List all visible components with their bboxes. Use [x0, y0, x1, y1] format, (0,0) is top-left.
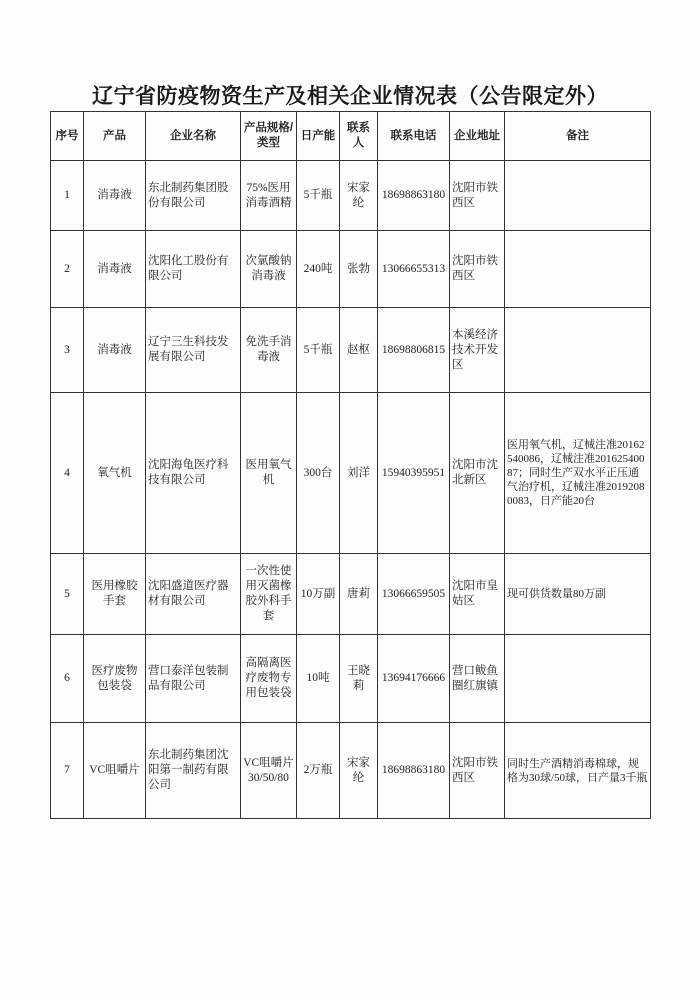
cell-contact: 唐莉: [340, 554, 378, 635]
cell-remark: [505, 635, 651, 723]
cell-company: 辽宁三生科技发展有限公司: [146, 308, 241, 393]
cell-no: 4: [51, 393, 84, 554]
cell-product: 医用橡胶手套: [84, 554, 146, 635]
cell-spec: 一次性使用灭菌橡胶外科手套: [241, 554, 297, 635]
cell-company: 营口泰洋包装制品有限公司: [146, 635, 241, 723]
cell-spec: 次氯酸钠消毒液: [241, 231, 297, 308]
cell-phone: 15940395951: [378, 393, 450, 554]
cell-remark: 同时生产酒精消毒棉球，规格为30球/50球，日产量3千瓶: [505, 723, 651, 819]
cell-address: 沈阳市铁西区: [450, 161, 505, 231]
cell-phone: 18698806815: [378, 308, 450, 393]
cell-no: 2: [51, 231, 84, 308]
cell-spec: 免洗手消毒液: [241, 308, 297, 393]
cell-remark: [505, 231, 651, 308]
cell-no: 1: [51, 161, 84, 231]
cell-phone: 18698863180: [378, 161, 450, 231]
header-spec: 产品规格/类型: [241, 112, 297, 161]
cell-no: 5: [51, 554, 84, 635]
cell-address: 沈阳市铁西区: [450, 231, 505, 308]
cell-spec: 医用氧气机: [241, 393, 297, 554]
cell-spec: VC咀嚼片30/50/80: [241, 723, 297, 819]
cell-contact: 张勃: [340, 231, 378, 308]
cell-product: VC咀嚼片: [84, 723, 146, 819]
cell-remark: [505, 161, 651, 231]
cell-phone: 13694176666: [378, 635, 450, 723]
enterprise-table: [50, 111, 651, 819]
header-no: 序号: [51, 112, 84, 161]
cell-no: 7: [51, 723, 84, 819]
cell-address: 本溪经济技术开发区: [450, 308, 505, 393]
cell-contact: 王晓莉: [340, 635, 378, 723]
table-header-row: [51, 112, 651, 161]
header-product: 产品: [84, 112, 146, 161]
cell-no: 6: [51, 635, 84, 723]
cell-product: 消毒液: [84, 231, 146, 308]
cell-contact: 赵枢: [340, 308, 378, 393]
cell-address: 营口鲅鱼圈红旗镇: [450, 635, 505, 723]
header-remark: 备注: [505, 112, 651, 161]
cell-phone: 18698863180: [378, 723, 450, 819]
cell-capacity: 10万副: [297, 554, 340, 635]
cell-address: 沈阳市沈北新区: [450, 393, 505, 554]
header-address: 企业地址: [450, 112, 505, 161]
cell-no: 3: [51, 308, 84, 393]
table-row: [51, 393, 651, 554]
cell-capacity: 5千瓶: [297, 161, 340, 231]
cell-product: 消毒液: [84, 161, 146, 231]
cell-capacity: 300台: [297, 393, 340, 554]
table-row: [51, 308, 651, 393]
cell-contact: 宋家纶: [340, 723, 378, 819]
table-row: [51, 231, 651, 308]
cell-company: 东北制药集团股份有限公司: [146, 161, 241, 231]
cell-capacity: 5千瓶: [297, 308, 340, 393]
cell-company: 沈阳化工股份有限公司: [146, 231, 241, 308]
cell-remark: [505, 308, 651, 393]
cell-contact: 刘洋: [340, 393, 378, 554]
header-company: 企业名称: [146, 112, 241, 161]
cell-product: 消毒液: [84, 308, 146, 393]
header-phone: 联系电话: [378, 112, 450, 161]
header-contact: 联系人: [340, 112, 378, 161]
cell-phone: 13066655313: [378, 231, 450, 308]
cell-company: 沈阳海龟医疗科技有限公司: [146, 393, 241, 554]
document-title: 辽宁省防疫物资生产及相关企业情况表（公告限定外）: [92, 84, 608, 108]
header-capacity: 日产能: [297, 112, 340, 161]
cell-company: 东北制药集团沈阳第一制药有限公司: [146, 723, 241, 819]
cell-address: 沈阳市皇姑区: [450, 554, 505, 635]
table-row: [51, 723, 651, 819]
table-row: [51, 161, 651, 231]
cell-remark: 现可供货数量80万副: [505, 554, 651, 635]
cell-company: 沈阳盛道医疗器材有限公司: [146, 554, 241, 635]
cell-capacity: 10吨: [297, 635, 340, 723]
table-row: [51, 554, 651, 635]
cell-address: 沈阳市铁西区: [450, 723, 505, 819]
cell-product: 氧气机: [84, 393, 146, 554]
cell-product: 医疗废物包装袋: [84, 635, 146, 723]
cell-contact: 宋家纶: [340, 161, 378, 231]
cell-spec: 高隔离医疗废物专用包装袋: [241, 635, 297, 723]
cell-capacity: 2万瓶: [297, 723, 340, 819]
cell-phone: 13066659505: [378, 554, 450, 635]
table-row: [51, 635, 651, 723]
cell-remark: 医用氧气机，辽械注准20162540086，辽械注准20162540087；同时生产双水平正压通气治疗机，辽械注准20192080083，日产能20台: [505, 393, 651, 554]
cell-capacity: 240吨: [297, 231, 340, 308]
cell-spec: 75%医用消毒酒精: [241, 161, 297, 231]
